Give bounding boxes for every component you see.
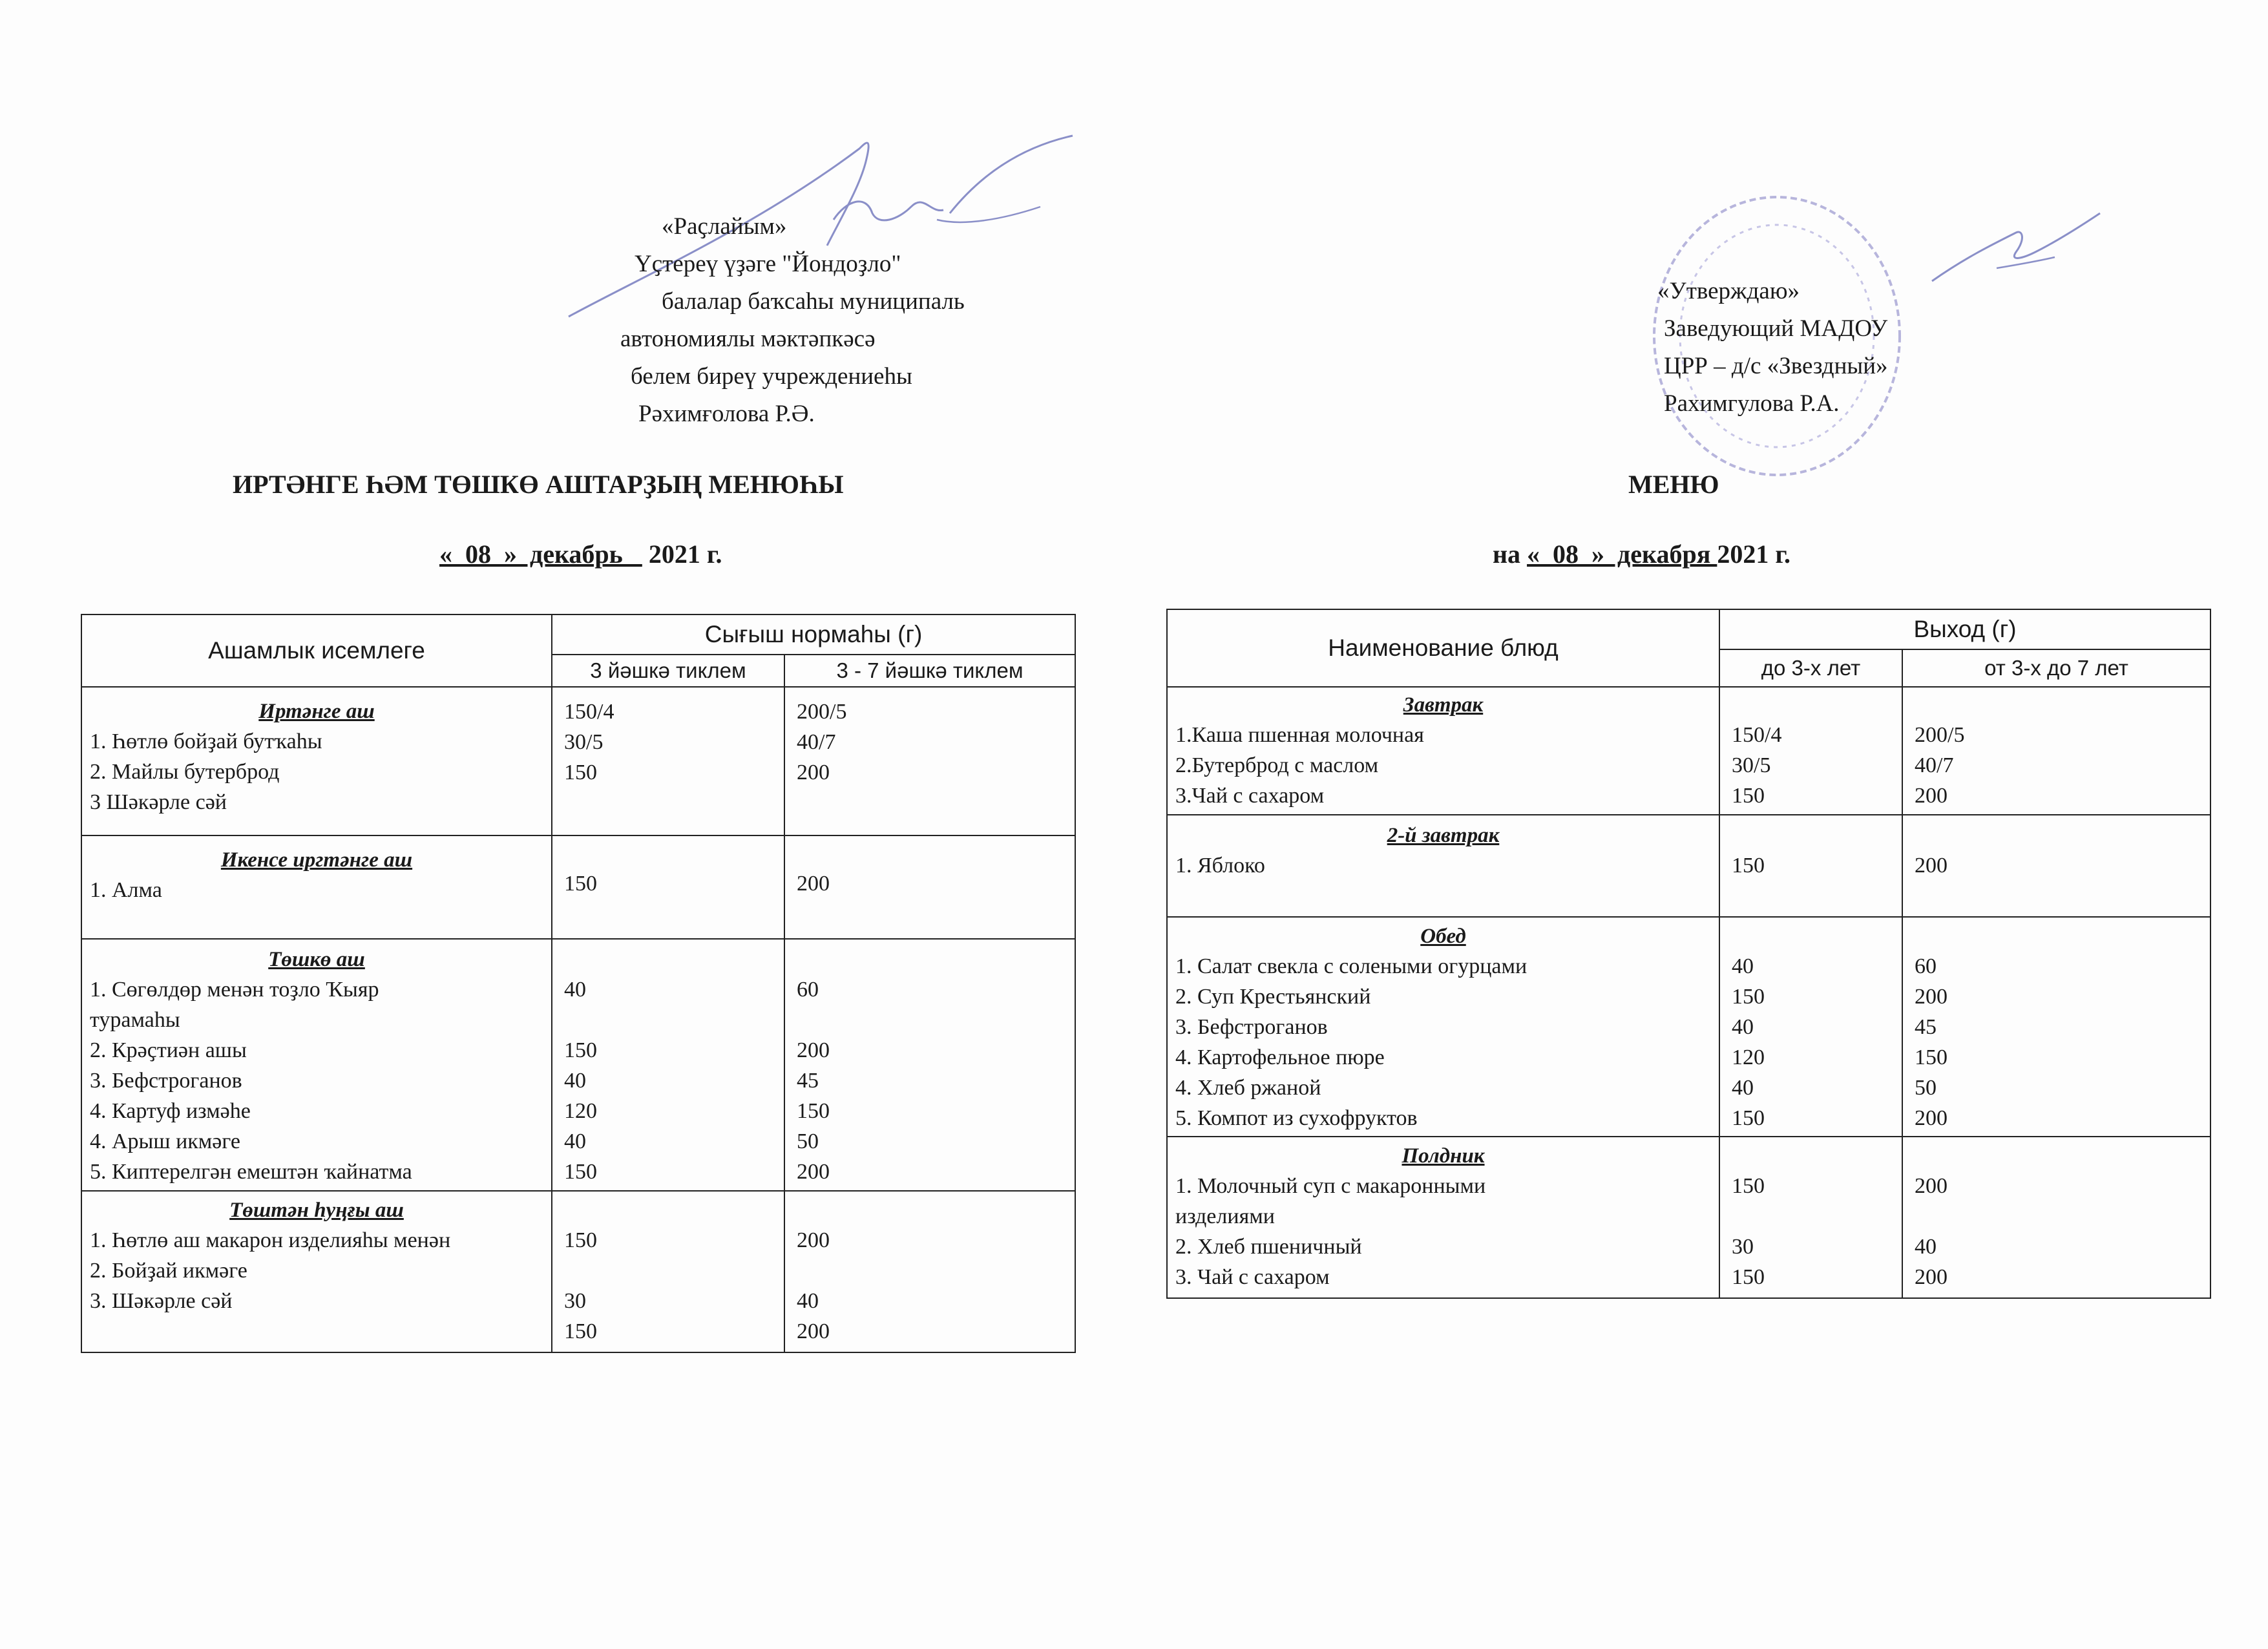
portion-value: 40	[1732, 954, 1754, 978]
dish-item: 4. Картуф измәһе	[90, 1099, 251, 1123]
dish-item: 3. Бефстроганов	[1175, 1015, 1328, 1039]
approval-line: «Утверждаю»	[1657, 278, 1800, 304]
portion-value: 120	[564, 1099, 597, 1123]
portion-value: 30/5	[1732, 753, 1771, 777]
approval-line: Заведующий МАДОУ	[1664, 315, 1888, 342]
portion-value: 150	[1732, 1265, 1765, 1289]
dish-item: 4. Арыш икмәге	[90, 1129, 240, 1153]
dish-item: 1. Салат свекла с солеными огурцами	[1175, 954, 1528, 978]
portion-value: 45	[1915, 1015, 1937, 1039]
portion-value: 150/4	[564, 700, 614, 724]
portion-value: 30/5	[564, 730, 604, 754]
portion-value: 50	[1915, 1076, 1937, 1100]
dish-item: 3. Чай с сахаром	[1175, 1265, 1330, 1289]
portion-value: 200	[1915, 854, 1948, 877]
header-output: Выход (г)	[1719, 609, 2210, 649]
dish-item: 4. Хлеб ржаной	[1175, 1076, 1321, 1100]
section-title: 2-й завтрак	[1387, 824, 1500, 847]
portion-value: 30	[564, 1289, 586, 1313]
date-year: 2021 г.	[1717, 540, 1791, 569]
portion-value: 60	[797, 978, 819, 1002]
menu-date-left	[439, 539, 722, 569]
header-age-1: 3 йәшкә тиклем	[552, 655, 784, 687]
portion-value: 120	[1732, 1045, 1765, 1069]
dish-item: 1. Һөтлө бойҙай бутҡаһы	[90, 730, 322, 753]
portion-value: 200	[797, 872, 830, 896]
header-output: Сығыш нормаһы (г)	[552, 614, 1075, 655]
portion-value: 150	[564, 1228, 597, 1252]
portion-value: 40/7	[1915, 753, 1954, 777]
header-dish-name: Ашамлык исемлеге	[81, 614, 552, 687]
portion-value: 40	[564, 978, 586, 1002]
dish-item: 1. Һөтлө аш макарон изделияһы менән	[90, 1228, 451, 1252]
section-title: Полдник	[1402, 1144, 1485, 1168]
portion-value: 150	[564, 761, 597, 784]
menu-table-left	[81, 614, 1076, 1353]
section-title: Иртәнге аш	[258, 700, 375, 723]
approval-line: автономиялы мәктәпкәсә	[620, 326, 876, 352]
portion-value: 150	[1732, 1174, 1765, 1198]
approval-block-right	[1657, 273, 1888, 423]
table-row	[81, 687, 1075, 835]
approval-block-left	[620, 208, 965, 433]
portion-value: 150	[797, 1099, 830, 1123]
page-title-right: МЕНЮ	[1628, 470, 1719, 499]
section-title: Икенсе иргтәнге аш	[220, 848, 413, 872]
dish-item: 2. Крәҫтиән ашы	[90, 1038, 247, 1062]
portion-value: 40	[564, 1069, 586, 1093]
portion-value: 200	[797, 761, 830, 784]
portion-value: 200	[1915, 1174, 1948, 1198]
portion-value: 40	[564, 1129, 586, 1153]
dish-item: 1. Алма	[90, 878, 162, 902]
table-row	[81, 939, 1075, 1191]
header-age-2: 3 - 7 йәшкә тиклем	[784, 655, 1075, 687]
portion-value: 200/5	[797, 700, 847, 724]
dish-item: 3. Бефстроганов	[90, 1069, 242, 1093]
portion-value: 60	[1915, 954, 1937, 978]
header-dish-name: Наименование блюд	[1167, 609, 1719, 687]
portion-value: 150	[1732, 985, 1765, 1009]
portion-value: 40	[797, 1289, 819, 1313]
portion-value: 200	[1915, 985, 1948, 1009]
table-row	[1167, 815, 2210, 917]
section-title: Төшкө аш	[268, 948, 365, 971]
dish-item: 3. Шәкәрле сәй	[90, 1289, 233, 1313]
date-year: 2021 г.	[642, 540, 722, 569]
table-row	[81, 835, 1075, 939]
portion-value: 40/7	[797, 730, 836, 754]
portion-value: 200	[797, 1160, 830, 1184]
dish-item: 3.Чай с сахаром	[1175, 784, 1325, 808]
dish-item: 2. Майлы бутерброд	[90, 760, 280, 784]
portion-value: 200	[1915, 1265, 1948, 1289]
approval-line: Рәхимғолова Р.Ә.	[638, 401, 815, 427]
dish-item: 2.Бутерброд с маслом	[1175, 753, 1379, 777]
dish-item: 5. Компот из сухофруктов	[1175, 1106, 1418, 1130]
approval-line: белем биреү учреждениеһы	[631, 363, 912, 390]
portion-value: 30	[1732, 1235, 1754, 1259]
portion-value: 50	[797, 1129, 819, 1153]
portion-value: 150	[1732, 784, 1765, 808]
menu-table-right	[1166, 609, 2211, 1299]
header-age-1: до 3-х лет	[1719, 649, 1902, 687]
portion-value: 40	[1732, 1076, 1754, 1100]
dish-item: 1. Сөгөлдөр менән тоҙло Ҡыяр турамаһы	[90, 978, 379, 1032]
header-age-2: от 3-х до 7 лет	[1902, 649, 2210, 687]
table-row	[81, 1191, 1075, 1352]
portion-value: 150	[564, 1160, 597, 1184]
dish-item: 2. Хлеб пшеничный	[1175, 1235, 1362, 1259]
portion-value: 150/4	[1732, 723, 1782, 747]
portion-value: 200/5	[1915, 723, 1965, 747]
dish-item: 4. Картофельное пюре	[1175, 1045, 1385, 1069]
portion-value: 45	[797, 1069, 819, 1093]
portion-value: 150	[564, 1038, 597, 1062]
dish-item: 5. Киптерелгән емештән ҡайнатма	[90, 1160, 412, 1184]
menu-date-right	[1493, 539, 1790, 569]
page-title-left: ИРТӘНГЕ ҺӘМ ТӨШКӨ АШТАРҘЫҢ МЕНЮҺЫ	[233, 470, 844, 499]
section-title: Завтрак	[1403, 693, 1484, 717]
section-title: Обед	[1420, 925, 1466, 948]
portion-value: 150	[1915, 1045, 1948, 1069]
portion-value: 150	[1732, 1106, 1765, 1130]
portion-value: 40	[1915, 1235, 1937, 1259]
table-row	[1167, 1137, 2210, 1298]
section-title: Төштән һуңғы аш	[229, 1199, 404, 1222]
portion-value: 150	[564, 1319, 597, 1343]
portion-value: 200	[1915, 1106, 1948, 1130]
signature-right	[1926, 207, 2106, 284]
approval-line: Рахимгулова Р.А.	[1664, 390, 1840, 417]
dish-item: 1. Яблоко	[1175, 854, 1265, 877]
date-prefix: на	[1493, 540, 1528, 569]
approval-line: Үҫтереү үҙәге "Йондоҙло"	[635, 251, 901, 277]
approval-line: ЦРР – д/с «Звездный»	[1664, 353, 1888, 379]
portion-value: 200	[1915, 784, 1948, 808]
dish-item: 1. Молочный суп с макаронными изделиями	[1175, 1174, 1486, 1228]
dish-item: 2. Бойҙай икмәге	[90, 1259, 247, 1283]
table-row	[1167, 917, 2210, 1137]
table-row	[1167, 687, 2210, 815]
dish-item: 1.Каша пшенная молочная	[1175, 723, 1424, 747]
portion-value: 150	[1732, 854, 1765, 877]
portion-value: 40	[1732, 1015, 1754, 1039]
date-day-month: « 08 » декабрь	[439, 540, 642, 569]
portion-value: 200	[797, 1228, 830, 1252]
portion-value: 150	[564, 872, 597, 896]
dish-item: 3 Шәкәрле сәй	[90, 790, 227, 814]
portion-value: 200	[797, 1319, 830, 1343]
approval-line: «Раҫлайым»	[662, 213, 787, 240]
approval-line: балалар баҡсаһы муниципаль	[662, 288, 965, 315]
dish-item: 2. Суп Крестьянский	[1175, 985, 1371, 1009]
date-day-month: « 08 » декабря	[1527, 540, 1717, 569]
portion-value: 200	[797, 1038, 830, 1062]
